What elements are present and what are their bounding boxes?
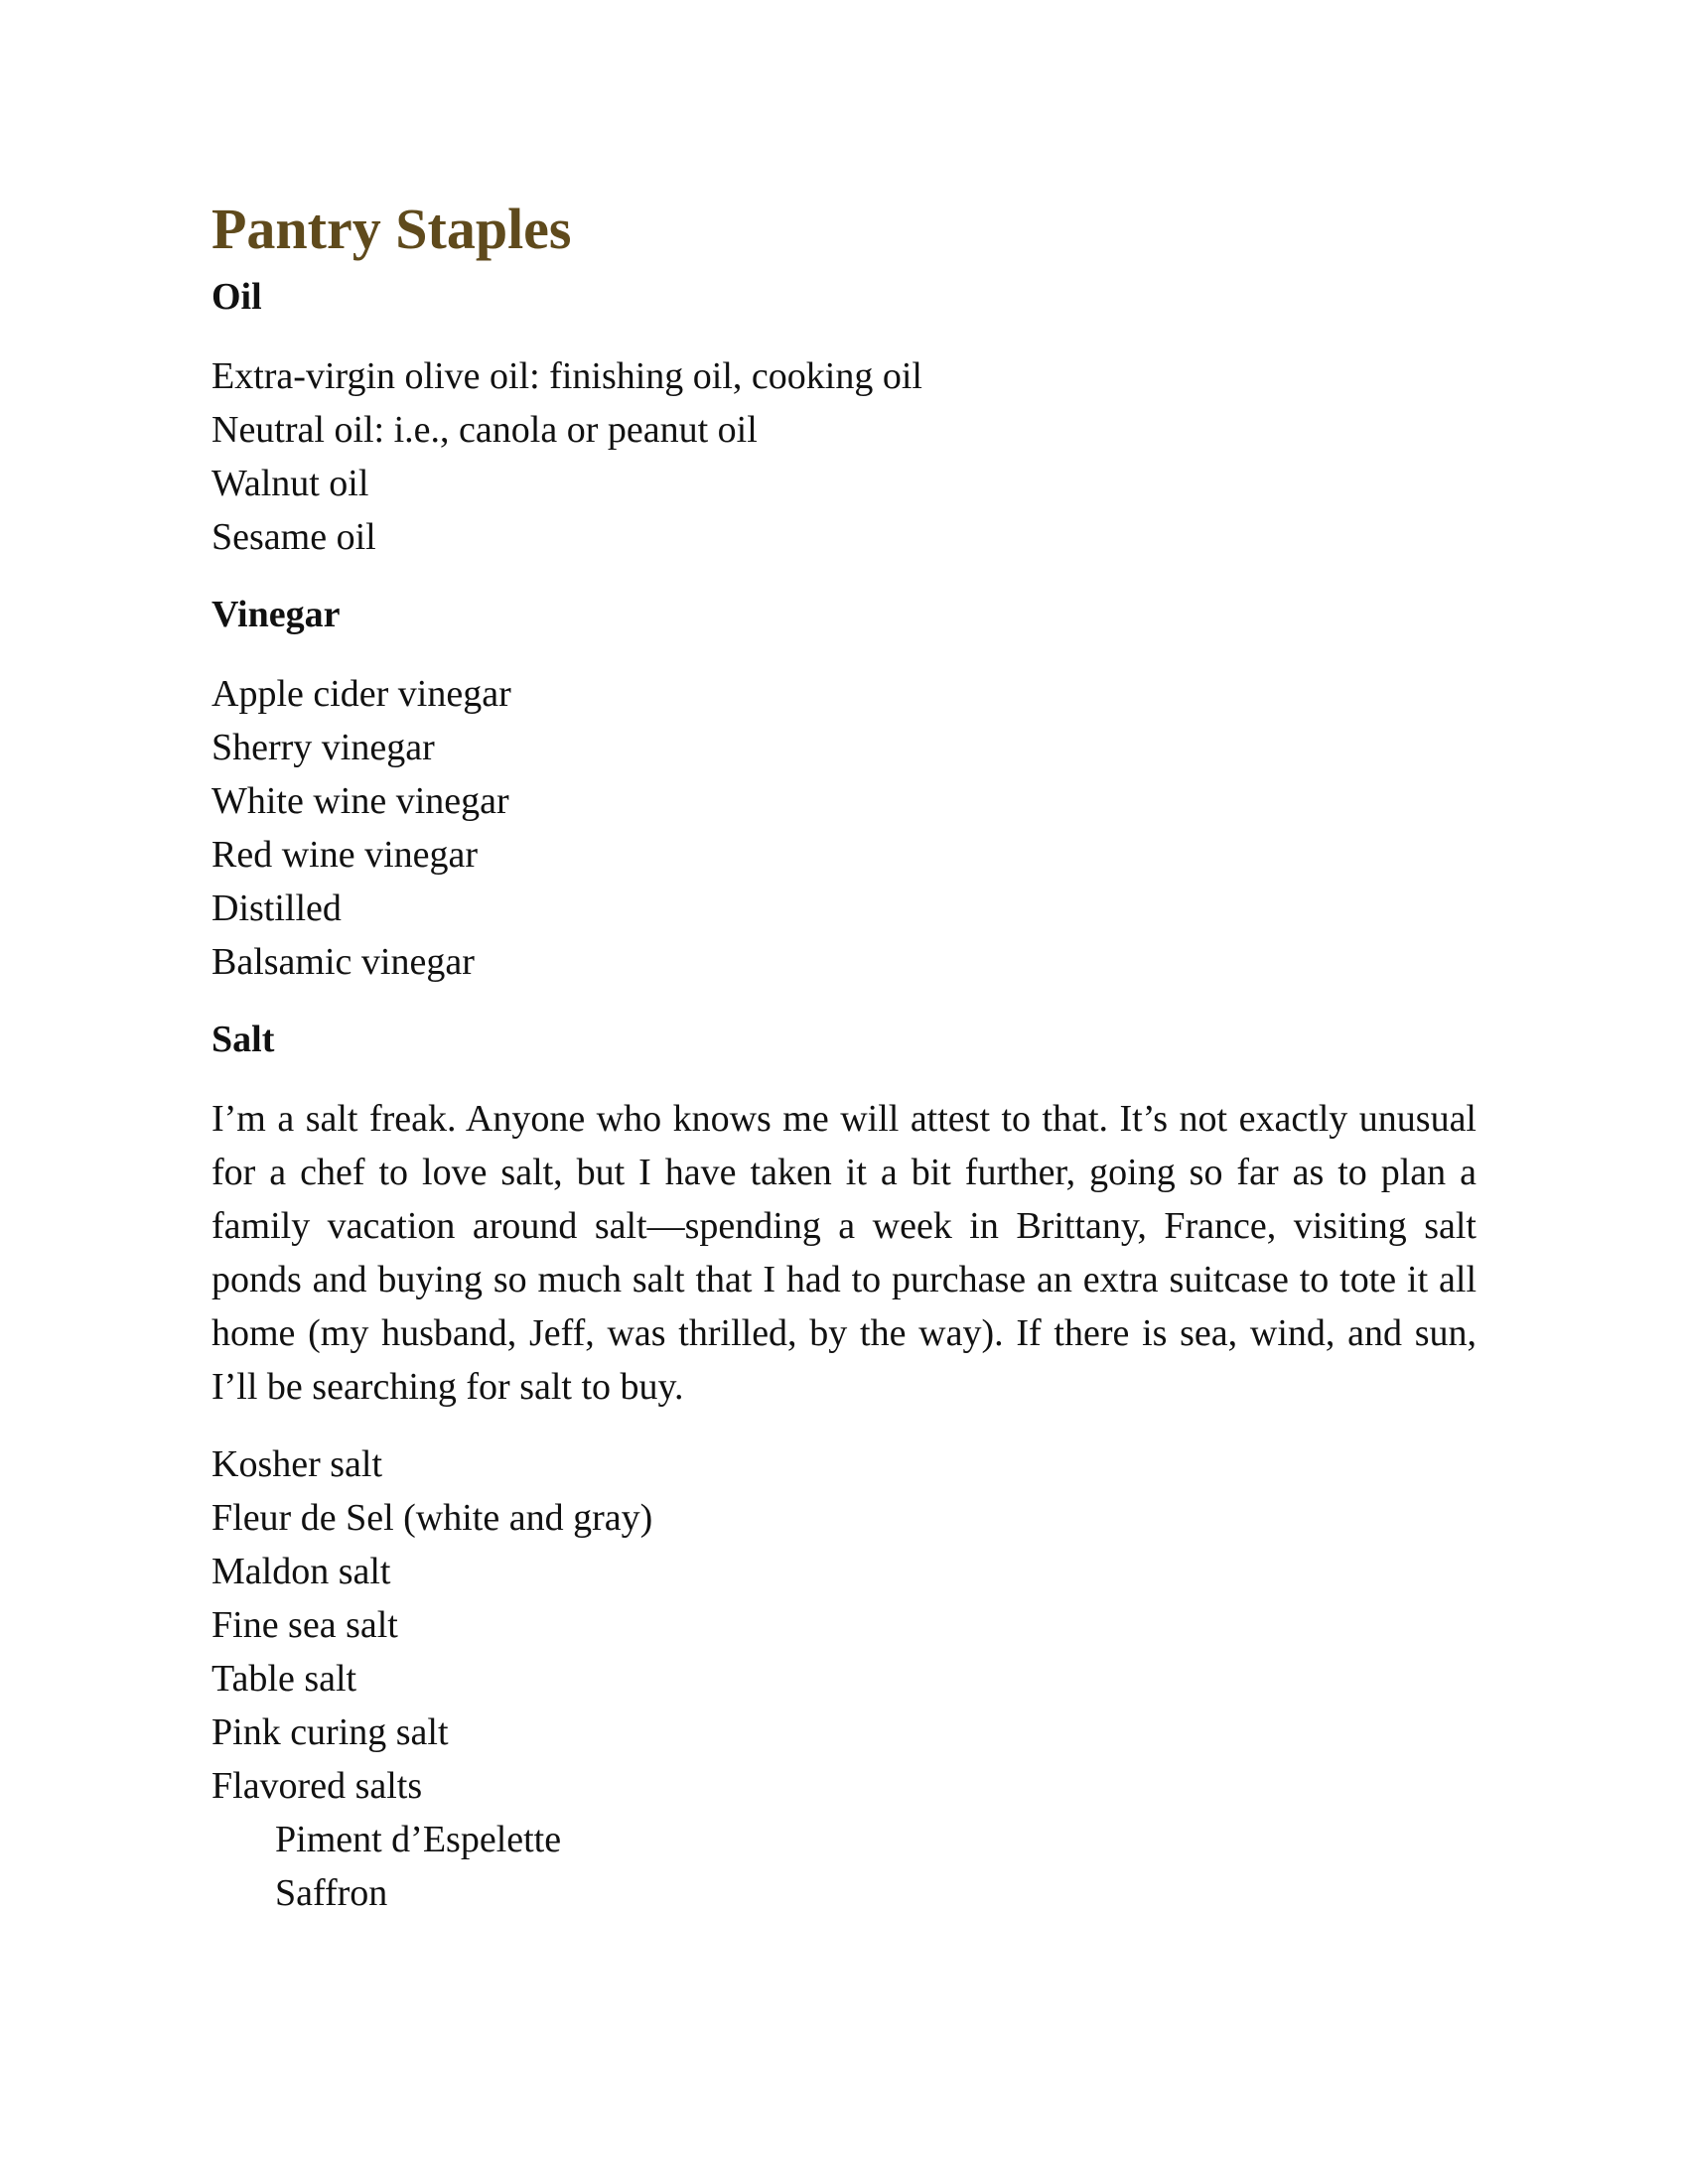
list-item: Kosher salt xyxy=(211,1443,383,1485)
list-item: Neutral oil: i.e., canola or peanut oil xyxy=(211,409,758,451)
list-item: Walnut oil xyxy=(211,463,369,504)
list-item: Fine sea salt xyxy=(211,1604,398,1646)
section-heading-vinegar: Vinegar xyxy=(211,594,341,635)
list-item: White wine vinegar xyxy=(211,780,509,822)
list-item: Red wine vinegar xyxy=(211,834,479,876)
list-item: Sherry vinegar xyxy=(211,727,435,768)
list-item: Distilled xyxy=(211,887,342,929)
section-heading-salt: Salt xyxy=(211,1019,275,1060)
sub-list-item: Piment d’Espelette xyxy=(275,1819,562,1860)
list-item: Flavored salts xyxy=(211,1765,423,1807)
list-item: Extra-virgin olive oil: finishing oil, cooking oil xyxy=(211,355,922,397)
list-item: Balsamic vinegar xyxy=(211,941,475,983)
salt-list xyxy=(211,1437,1477,1920)
document-page xyxy=(211,195,1477,1920)
sub-list-item: Saffron xyxy=(275,1872,388,1914)
list-item: Sesame oil xyxy=(211,516,376,558)
section-heading-oil: Oil xyxy=(211,276,262,318)
vinegar-list xyxy=(211,667,1477,989)
list-item: Table salt xyxy=(211,1658,357,1700)
list-item: Apple cider vinegar xyxy=(211,673,511,715)
page-title: Pantry Staples xyxy=(211,197,572,261)
list-item: Pink curing salt xyxy=(211,1711,449,1753)
list-item: Maldon salt xyxy=(211,1551,391,1592)
list-item: Fleur de Sel (white and gray) xyxy=(211,1497,653,1539)
oil-list xyxy=(211,349,1477,564)
salt-paragraph: I’m a salt freak. Anyone who knows me will attest to that. It’s not exactly unusual for a chef to love salt, but I have taken it a bit further, going so far as to plan a family vacation around salt—spending a week in Brittany, France, visiting salt ponds and buying so much salt that I had to purchase an extra suitcase to tote it all home (my husband, Jeff, was thrilled, by the way). If there is sea, wind, and sun, I’ll be searching for salt to buy. xyxy=(211,1098,1477,1408)
